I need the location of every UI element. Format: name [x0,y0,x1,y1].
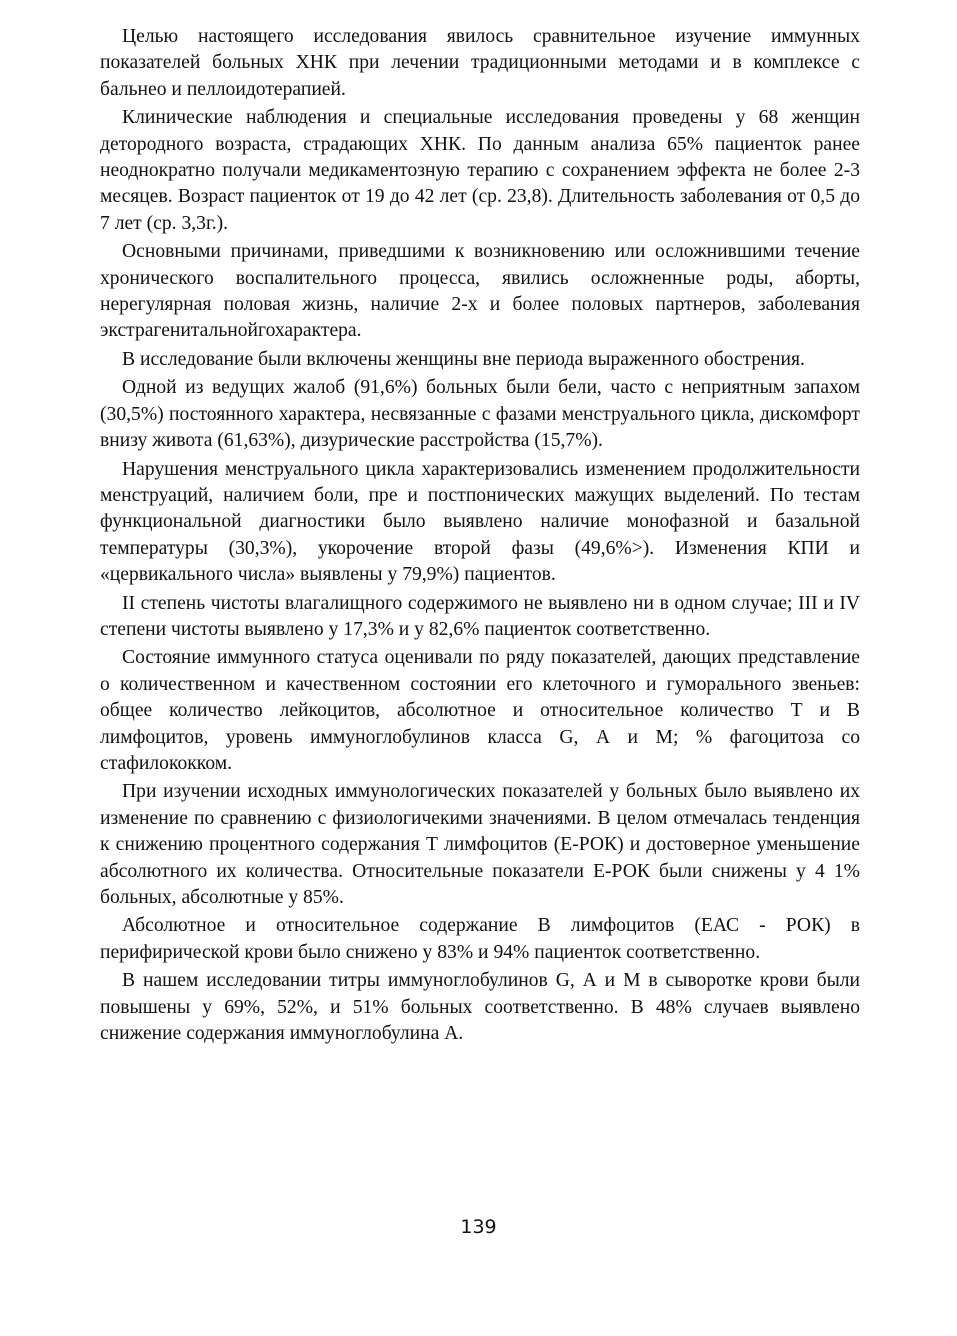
body-text [100,24,860,1049]
paragraph-11: В нашем исследовании титры иммуноглобулинов G, А и М в сыворотке крови были повышены у 69%, 52%, и 51% больных соответственно. В 48% случаев выявлено снижение содержания иммуноглобулина А. [100,970,860,1045]
paragraph-9: При изучении исходных иммунологических показателей у больных было выявлено их изменение по сравнению с физиологичекими значениями. В целом отмечалась тенденция к снижению процентного содержания Т лимфоцитов (Е-РОК) и достоверное уменьшение абсолютного их количества. Относительные показатели Е-РОК были снижены у 4 1% больных, абсолютные у 85%. [100,781,860,908]
paragraph-3: Основными причинами, приведшими к возникновению или осложнившими течение хронического воспалительного процесса, явились осложненные роды, аборты, нерегулярная половая жизнь, наличие 2-х и более половых партнеров, заболевания экстрагенитальнойгохарактера. [100,241,860,342]
paragraph-1: Целью настоящего исследования явилось сравнительное изучение иммунных показателей больных ХНК при лечении традиционными методами и в комплексе с бальнео и пеллоидотерапией. [100,26,860,100]
paragraph-5: Одной из ведущих жалоб (91,6%) больных были бели, часто с неприятным запахом (30,5%) постоянного характера, несвязанные с фазами менструального цикла, дискомфорт внизу живота (61,63%), дизурические расстройства (15,7%). [100,377,860,452]
paragraph-6: Нарушения менструального цикла характеризовались изменением продолжительности менструаций, наличием боли, пре и постпонических мажущих выделений. По тестам функциональной диагностики было выявлено наличие монофазной и базальной температуры (30,3%), укорочение второй фазы (49,6%>). Изменения КПИ и «цервикального числа» выявлены у 79,9%) пациентов. [100,458,860,586]
paragraph-7: II степень чистоты влагалищного содержимого не выявлено ни в одном случае; III и IV степени чистоты выявлено у 17,3% и у 82,6% пациенток соответственно. [100,592,860,640]
page-number: 139 [460,1216,497,1238]
paragraph-10: Абсолютное и относительное содержание В лимфоцитов (ЕАС - РОК) в перифирической крови было снижено у 83% и 94% пациенток соответственно. [100,915,860,963]
paragraph-4: В исследование были включены женщины вне периода выраженного обострения. [122,348,805,370]
paragraph-2: Клинические наблюдения и специальные исследования проведены у 68 женщин детородного возраста, страдающих ХНК. По данным анализа 65% пациенток ранее неоднократно получали медикаментозную терапию с сохранением эффекта не более 2-3 месяцев. Возраст пациенток от 19 до 42 лет (ср. 23,8). Длительность заболевания от 0,5 до 7 лет (ср. 3,3г.). [100,107,860,234]
paragraph-8: Состояние иммунного статуса оценивали по ряду показателей, дающих представление о количественном и качественном состоянии его клеточного и гуморального звеньев: общее количество лейкоцитов, абсолютное и относительное количество Т и В лимфоцитов, уровень иммуноглобулинов класса G, А и М; % фагоцитоза со стафилококком. [100,647,860,774]
